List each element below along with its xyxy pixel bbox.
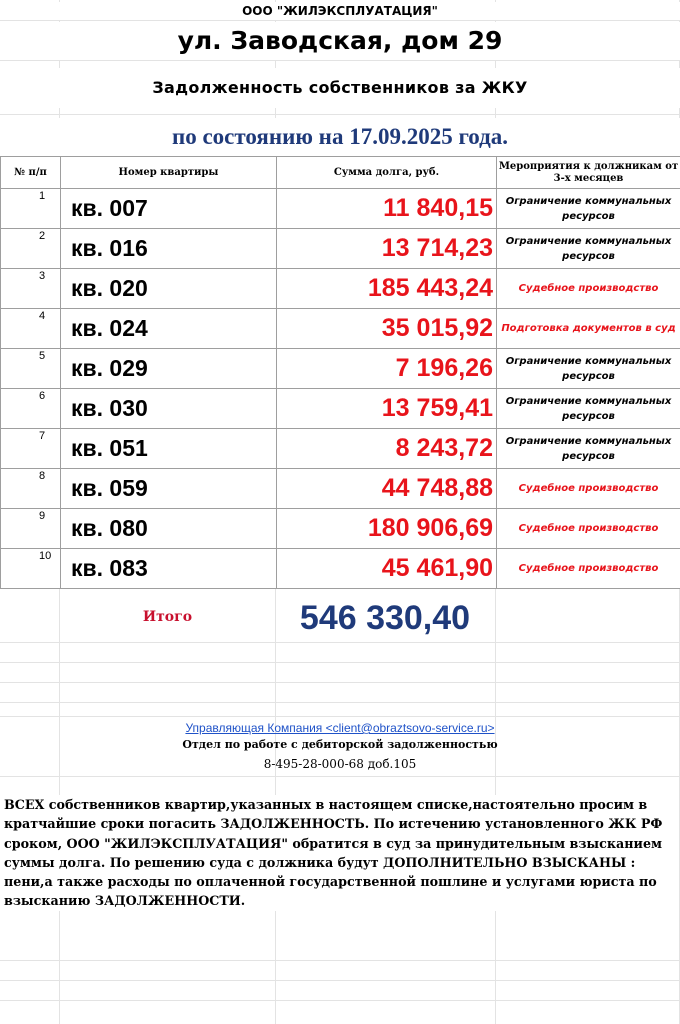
- column-header-debt: Сумма долга, руб.: [277, 157, 497, 189]
- table-row: [1, 389, 680, 429]
- grid-line: [0, 642, 680, 643]
- debt-amount-cell: 44 748,88: [277, 469, 497, 509]
- department-name: Отдел по работе с дебиторской задолженностью: [182, 738, 498, 751]
- column-header-apartment: Номер квартиры: [61, 157, 277, 189]
- column-header-measures: Мероприятия к должникам от 3-х месяцев: [497, 157, 680, 189]
- table-header-row: [1, 157, 680, 189]
- apartment-cell: кв. 083: [61, 549, 277, 589]
- table-row: [1, 509, 680, 549]
- row-number: 7: [39, 430, 46, 442]
- report-date: по состоянию на 17.09.2025 года.: [0, 118, 680, 156]
- row-number-cell: [1, 469, 61, 509]
- grid-line: [0, 662, 680, 663]
- measure-cell: Ограничение коммунальных ресурсов: [497, 189, 680, 229]
- measure-cell: Ограничение коммунальных ресурсов: [497, 429, 680, 469]
- table-row: [1, 429, 680, 469]
- row-number: 4: [39, 310, 46, 322]
- grid-line: [0, 776, 680, 777]
- debt-table: [0, 156, 680, 589]
- measure-cell: Ограничение коммунальных ресурсов: [497, 349, 680, 389]
- apartment-cell: кв. 029: [61, 349, 277, 389]
- row-number-cell: [1, 349, 61, 389]
- contact-phone: 8-495-28-000-68 доб.105: [263, 757, 417, 771]
- row-number: 9: [39, 510, 46, 522]
- debt-amount-cell: 185 443,24: [277, 269, 497, 309]
- row-number-cell: [1, 549, 61, 589]
- grid-line: [0, 980, 680, 981]
- row-number-cell: [1, 309, 61, 349]
- debt-amount-cell: 35 015,92: [277, 309, 497, 349]
- notice-text: ВСЕХ собственников квартир,указанных в настоящем списке,настоятельно просим в кратчайшие сроки погасить ЗАДОЛЖЕННОСТЬ. По истечению установленного ЖК РФ сроком, ООО "ЖИЛЭКСПЛУАТАЦИЯ" обратится в суд за принудительным взысканием суммы долга. По решению суда с должника будут ДОПОЛНИТЕЛЬНО ВЗЫСКАНЫ : пени,а также расходы по оплаченной государственной пошлине и услугами юриста по взысканию ЗАДОЛЖЕННОСТИ.: [4, 795, 674, 911]
- apartment-cell: кв. 024: [61, 309, 277, 349]
- row-number: 1: [39, 190, 46, 202]
- measure-cell: Подготовка документов в суд: [497, 309, 680, 349]
- measure-cell: Ограничение коммунальных ресурсов: [497, 229, 680, 269]
- grid-line: [0, 716, 680, 717]
- row-number: 3: [39, 270, 46, 282]
- apartment-cell: кв. 007: [61, 189, 277, 229]
- debt-amount-cell: 7 196,26: [277, 349, 497, 389]
- table-row: [1, 349, 680, 389]
- row-number-cell: [1, 429, 61, 469]
- grid-line: [0, 702, 680, 703]
- debt-amount-cell: 180 906,69: [277, 509, 497, 549]
- grid-line: [0, 60, 680, 61]
- row-number: 5: [39, 350, 46, 362]
- column-header-number: № п/п: [1, 157, 61, 189]
- company-email-link[interactable]: Управляющая Компания <client@obraztsovo-service.ru>: [185, 721, 495, 735]
- measure-cell: Судебное производство: [497, 549, 680, 589]
- row-number-cell: [1, 189, 61, 229]
- measure-cell: Ограничение коммунальных ресурсов: [497, 389, 680, 429]
- debt-amount-cell: 13 714,23: [277, 229, 497, 269]
- measure-cell: Судебное производство: [497, 509, 680, 549]
- measure-cell: Судебное производство: [497, 469, 680, 509]
- total-value: 546 330,40: [299, 599, 471, 637]
- total-row: [0, 592, 680, 642]
- row-number-cell: [1, 229, 61, 269]
- debt-amount-cell: 8 243,72: [277, 429, 497, 469]
- row-number: 2: [39, 230, 46, 242]
- grid-line: [0, 114, 680, 115]
- apartment-cell: кв. 016: [61, 229, 277, 269]
- table-row: [1, 229, 680, 269]
- apartment-cell: кв. 059: [61, 469, 277, 509]
- debt-amount-cell: 11 840,15: [277, 189, 497, 229]
- measure-cell: Судебное производство: [497, 269, 680, 309]
- table-row: [1, 469, 680, 509]
- row-number: 6: [39, 390, 46, 402]
- table-row: [1, 309, 680, 349]
- grid-line: [0, 960, 680, 961]
- grid-line: [0, 682, 680, 683]
- table-row: [1, 269, 680, 309]
- row-number-cell: [1, 389, 61, 429]
- apartment-cell: кв. 051: [61, 429, 277, 469]
- building-address: ул. Заводская, дом 29: [0, 22, 680, 60]
- row-number-cell: [1, 269, 61, 309]
- table-row: [1, 549, 680, 589]
- table-row: [1, 189, 680, 229]
- debt-amount-cell: 13 759,41: [277, 389, 497, 429]
- grid-line: [0, 20, 680, 21]
- document-subtitle: Задолженность собственников за ЖКУ: [0, 68, 680, 108]
- apartment-cell: кв. 020: [61, 269, 277, 309]
- organization-name: ООО "ЖИЛЭКСПЛУАТАЦИЯ": [0, 2, 680, 20]
- row-number: 10: [39, 550, 52, 562]
- total-label: Итого: [142, 609, 193, 625]
- debt-amount-cell: 45 461,90: [277, 549, 497, 589]
- row-number-cell: [1, 509, 61, 549]
- apartment-cell: кв. 080: [61, 509, 277, 549]
- apartment-cell: кв. 030: [61, 389, 277, 429]
- grid-line: [0, 1000, 680, 1001]
- row-number: 8: [39, 470, 46, 482]
